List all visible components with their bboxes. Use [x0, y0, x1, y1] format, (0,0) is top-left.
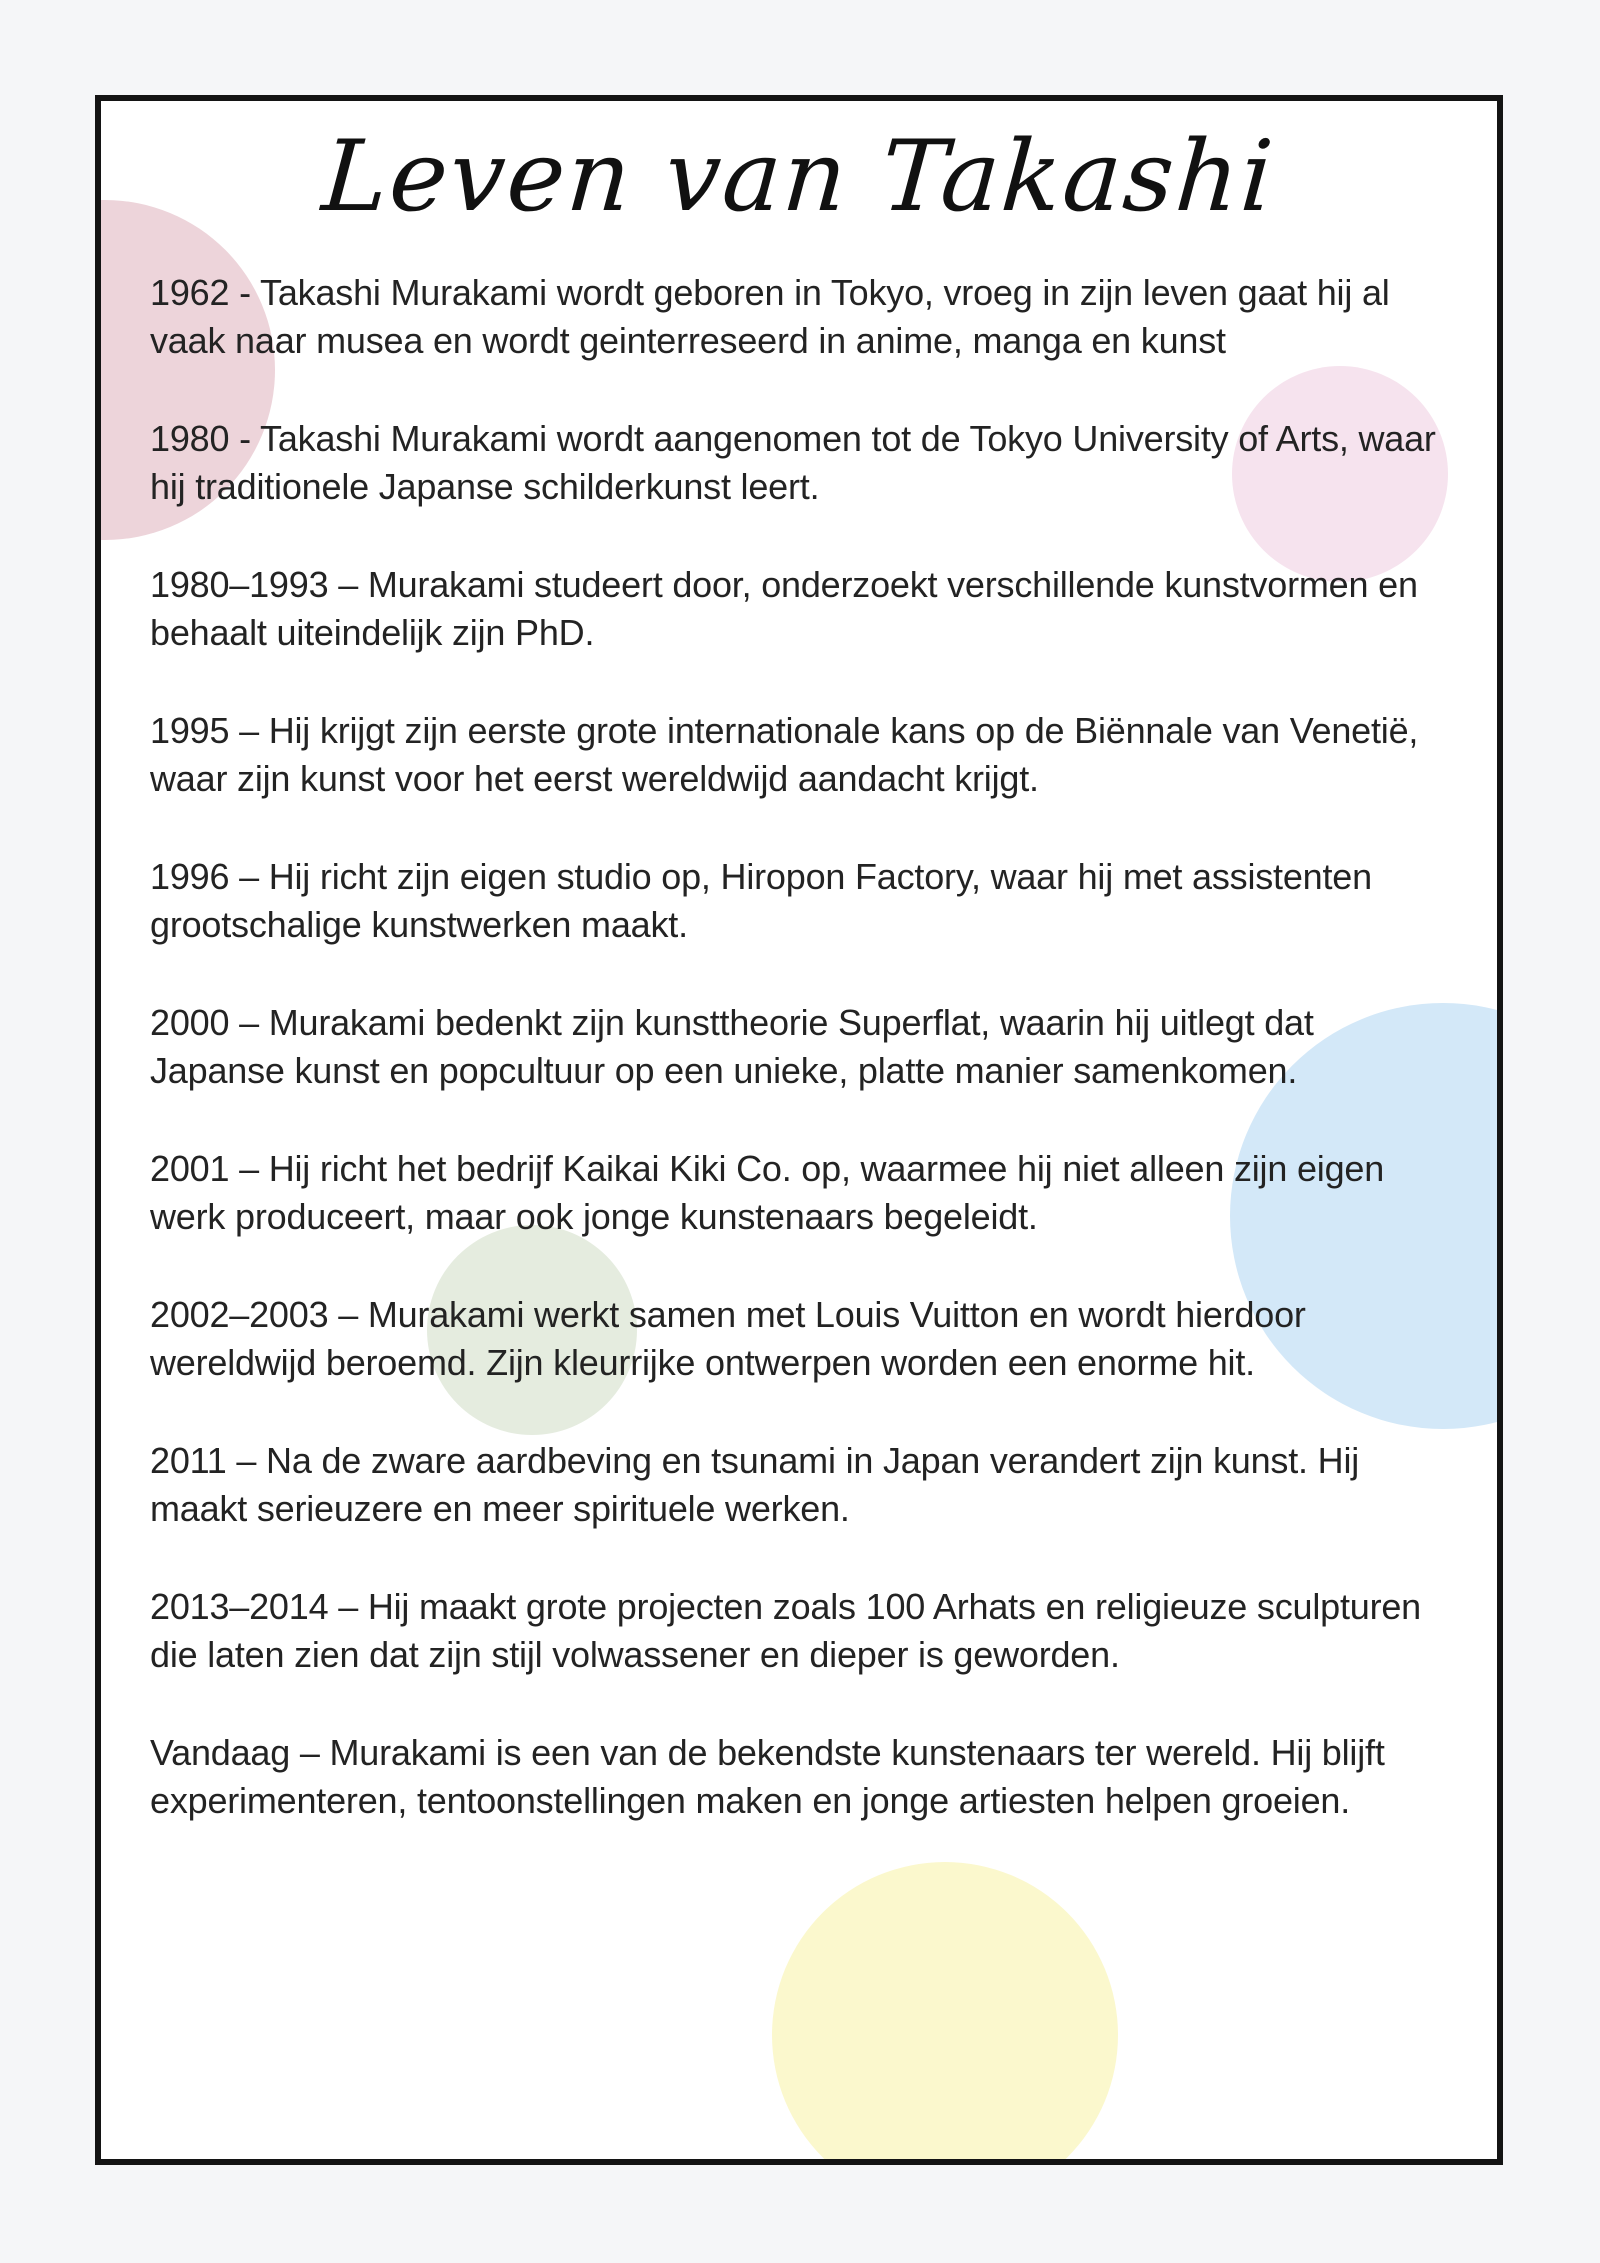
timeline-entry-2013-2014: 2013–2014 – Hij maakt grote projecten zoals 100 Arhats en religieuze sculpturen die laten zien dat zijn stijl volwassener en dieper is geworden. — [150, 1586, 1422, 1675]
timeline-entry-2001: 2001 – Hij richt het bedrijf Kaikai Kiki Co. op, waarmee hij niet alleen zijn eigen werk produceert, maar ook jonge kunstenaars begeleidt. — [150, 1148, 1385, 1237]
timeline-entry-1962: 1962 - Takashi Murakami wordt geboren in Tokyo, vroeg in zijn leven gaat hij al vaak naar musea en wordt geinterreseerd in anime, manga en kunst — [150, 272, 1390, 361]
page-title: Leven van Takashi — [318, 120, 1279, 234]
timeline-entry-2000: 2000 – Murakami bedenkt zijn kunsttheorie Superflat, waarin hij uitlegt dat Japanse kunst en popcultuur op een unieke, platte manier samenkomen. — [150, 1002, 1314, 1091]
timeline-entry-1995: 1995 – Hij krijgt zijn eerste grote internationale kans op de Biënnale van Venetië, waar zijn kunst voor het eerst wereldwijd aandacht krijgt. — [150, 710, 1419, 799]
timeline — [150, 269, 1447, 1825]
timeline-entry-1980-1993: 1980–1993 – Murakami studeert door, onderzoekt verschillende kunstvormen en behaalt uiteindelijk zijn PhD. — [150, 564, 1418, 653]
poster-sheet — [95, 95, 1503, 2165]
timeline-entry-1996: 1996 – Hij richt zijn eigen studio op, Hiropon Factory, waar hij met assistenten grootschalige kunstwerken maakt. — [150, 856, 1372, 945]
decorative-circle-yellow-bottom — [772, 1862, 1118, 2165]
timeline-entry-vandaag: Vandaag – Murakami is een van de bekendste kunstenaars ter wereld. Hij blijft experimenteren, tentoonstellingen maken en jonge artiesten helpen groeien. — [150, 1732, 1385, 1821]
timeline-entry-1980: 1980 - Takashi Murakami wordt aangenomen tot de Tokyo University of Arts, waar hij traditionele Japanse schilderkunst leert. — [150, 418, 1436, 507]
timeline-entry-2002-2003: 2002–2003 – Murakami werkt samen met Louis Vuitton en wordt hierdoor wereldwijd beroemd. Zijn kleurrijke ontwerpen worden een enorme hit. — [150, 1294, 1306, 1383]
timeline-entry-2011: 2011 – Na de zware aardbeving en tsunami in Japan verandert zijn kunst. Hij maakt serieuzere en meer spirituele werken. — [150, 1440, 1360, 1529]
poster-content — [101, 109, 1497, 1825]
